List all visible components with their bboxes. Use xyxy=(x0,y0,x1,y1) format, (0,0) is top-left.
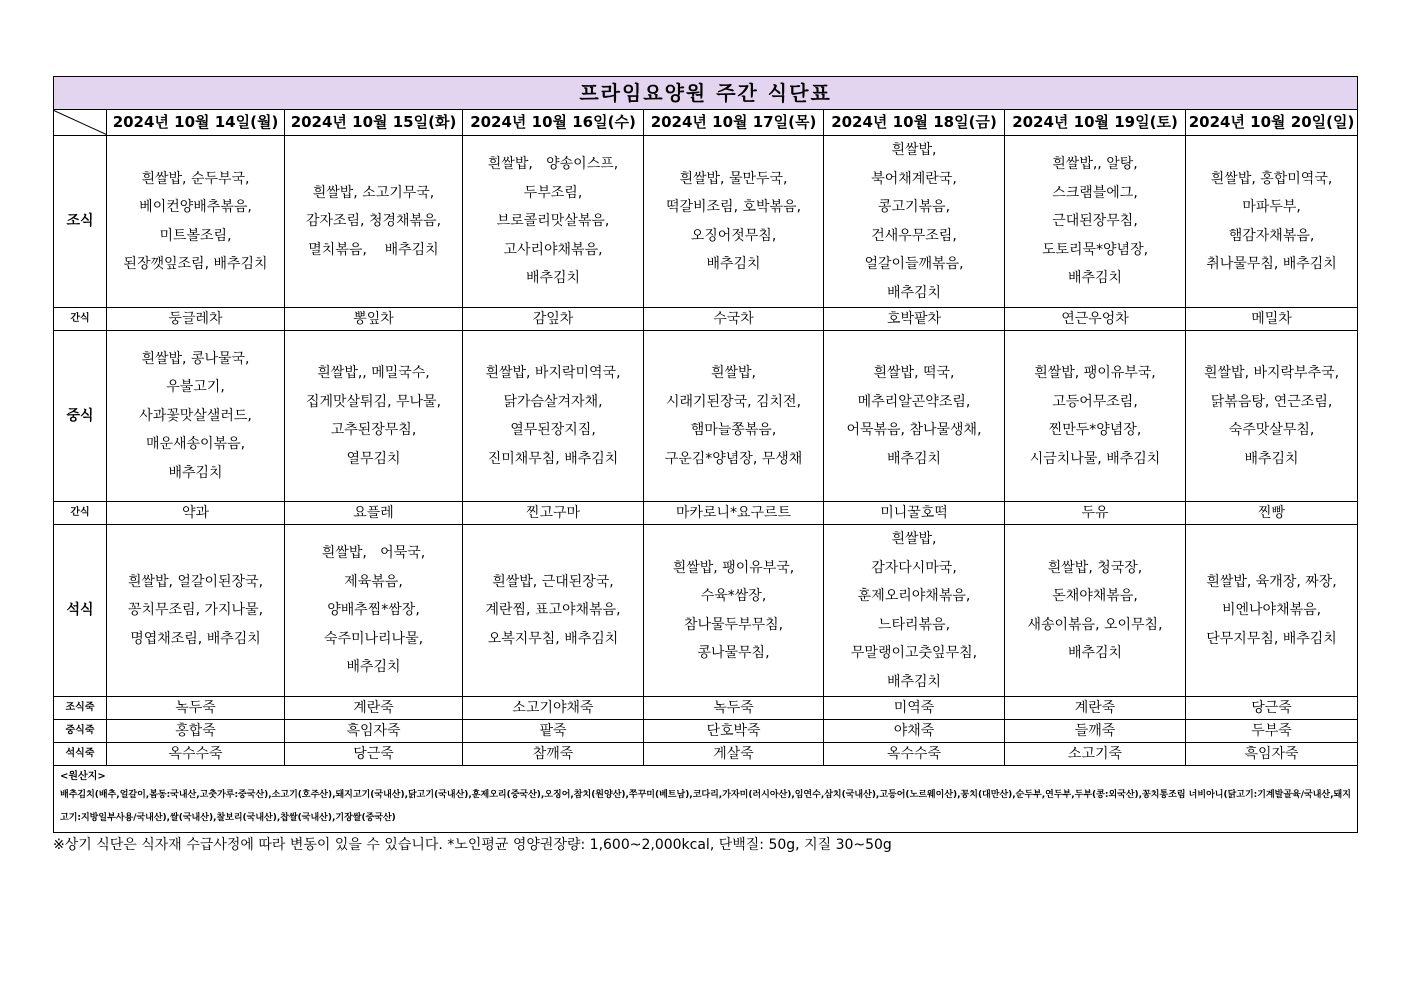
porridge-cell: 흑임자죽 xyxy=(1186,743,1358,766)
menu-cell xyxy=(285,331,463,502)
dish-line: 미트볼조림, xyxy=(159,227,232,244)
menu-cell xyxy=(463,331,644,502)
row-label-porridge: 석식죽 xyxy=(54,743,107,766)
dish-line: 흰쌀밥,, 메밀국수, xyxy=(317,365,430,381)
dish-line: 배추김치 xyxy=(1244,450,1299,467)
snack-row-1 xyxy=(54,308,1358,331)
snack-cell: 수국차 xyxy=(644,308,824,331)
menu-cell xyxy=(824,136,1005,308)
menu-cell xyxy=(1005,331,1186,502)
dish-line: 배추김치 xyxy=(168,464,223,481)
menu-cell xyxy=(1005,136,1186,308)
porridge-cell: 홍합죽 xyxy=(107,720,285,743)
dish-line: 흰쌀밥, 떡국, xyxy=(873,365,955,381)
dish-line: 흰쌀밥, 바지락부추국, xyxy=(1204,365,1340,381)
dish-line: 우불고기, xyxy=(166,379,225,396)
dish-line: 배추김치 xyxy=(886,673,942,690)
dish-line: 감자조림, 청경채볶음, xyxy=(305,213,442,230)
dish-line: 스크램블에그, xyxy=(1052,184,1138,201)
dish-line: 흰쌀밥, 소고기무국, xyxy=(312,184,435,201)
dish-line: 브로콜리맛살볶음, xyxy=(496,213,610,230)
menu-cell xyxy=(1186,525,1358,697)
menu-cell xyxy=(644,136,824,308)
snack-cell: 감잎차 xyxy=(463,308,644,331)
dish-line: 어묵볶음, 참나물생채, xyxy=(846,422,982,438)
dish-line: 열무된장지짐, xyxy=(510,422,596,438)
snack-cell: 뽕잎차 xyxy=(285,308,463,331)
row-label-dinner: 석식 xyxy=(54,525,107,697)
dish-line: 비엔나야채볶음, xyxy=(1221,602,1322,619)
dish-line: 햄감자채볶음, xyxy=(1228,227,1315,244)
dish-line: 배추김치 xyxy=(525,270,581,287)
menu-cell xyxy=(463,525,644,697)
dish-line: 느타리볶음, xyxy=(877,616,951,633)
dish-line: 흰쌀밥, 얼갈이된장국, xyxy=(127,573,264,590)
dish-line: 흰쌀밥, xyxy=(710,365,757,381)
menu-title: 프라임요양원 주간 식단표 xyxy=(54,77,1358,110)
origin-row xyxy=(54,766,1358,833)
weekly-menu-table xyxy=(53,76,1358,833)
porridge-cell: 옥수수죽 xyxy=(824,743,1005,766)
porridge-cell: 계란죽 xyxy=(285,697,463,720)
dish-line: 닭볶음탕, 연근조림, xyxy=(1210,393,1333,410)
menu-cell xyxy=(463,136,644,308)
dish-line: 숙주미나리나물, xyxy=(323,630,424,647)
dish-line: 햄마늘쫑볶음, xyxy=(690,422,777,438)
porridge-cell: 녹두죽 xyxy=(107,697,285,720)
date-header: 2024년 10월 17일(목) xyxy=(644,110,824,136)
dish-line: 계란찜, 표고야채볶음, xyxy=(485,602,621,619)
dish-line: 마파두부, xyxy=(1242,199,1301,215)
dish-line: 배추김치 xyxy=(886,284,942,301)
dish-line: 배추김치 xyxy=(346,659,401,676)
dish-line: 시금치나물, 배추김치 xyxy=(1029,450,1161,467)
dish-line: 오징어젓무침, xyxy=(690,227,777,244)
porridge-cell: 소고기죽 xyxy=(1005,743,1186,766)
dish-line: 꽁치무조림, 가지나물, xyxy=(127,602,264,619)
dish-line: 오복지무침, 배추김치 xyxy=(487,630,619,647)
dish-line: 흰쌀밥, xyxy=(891,531,937,547)
menu-cell xyxy=(644,525,824,697)
dish-line: 새송이볶음, 오이무침, xyxy=(1027,616,1163,633)
dish-line: 돈채야채볶음, xyxy=(1052,588,1138,604)
dish-line: 흰쌀밥, 콩나물국, xyxy=(141,350,250,367)
dish-line: 흰쌀밥,, 알탕, xyxy=(1052,156,1138,173)
porridge-cell: 소고기야채죽 xyxy=(463,697,644,720)
dish-line: 메추리알곤약조림, xyxy=(857,393,971,410)
dish-line: 흰쌀밥, 순두부국, xyxy=(141,170,250,187)
dish-line: 두부조림, xyxy=(523,184,583,201)
dish-line: 흰쌀밥, 육개장, 짜장, xyxy=(1206,573,1337,590)
dish-line: 닭가슴살겨자채, xyxy=(503,393,603,410)
menu-cell xyxy=(285,525,463,697)
dish-line: 열무김치 xyxy=(346,450,401,467)
menu-cell xyxy=(1005,525,1186,697)
date-header: 2024년 10월 20일(일) xyxy=(1186,110,1358,136)
porridge-cell: 흑임자죽 xyxy=(285,720,463,743)
dish-line: 흰쌀밥, 팽이유부국, xyxy=(1034,365,1156,381)
date-header: 2024년 10월 19일(토) xyxy=(1005,110,1186,136)
menu-cell xyxy=(824,525,1005,697)
dish-line: 양배추찜*쌈장, xyxy=(327,602,420,619)
dish-line: 사과꽃맛살샐러드, xyxy=(139,407,252,424)
snack-cell: 메밀차 xyxy=(1186,308,1358,331)
menu-cell xyxy=(644,331,824,502)
dish-line: 진미채무침, 배추김치 xyxy=(487,450,619,467)
footnote: ※상기 식단은 식자재 수급사정에 따라 변동이 있을 수 있습니다. *노인평균 영양권장량: 1,600~2,000kcal, 단백질: 50g, 지질 30~50g xyxy=(53,837,892,853)
dish-line: 제육볶음, xyxy=(344,573,403,590)
porridge-cell: 두부죽 xyxy=(1186,720,1358,743)
porridge-cell: 단호박죽 xyxy=(644,720,824,743)
dish-line: 배추김치 xyxy=(886,450,942,467)
dish-line: 흰쌀밥, 홍합미역국, xyxy=(1210,170,1333,187)
snack-cell: 약과 xyxy=(107,502,285,525)
dish-line: 흰쌀밥, xyxy=(891,142,937,158)
menu-cell xyxy=(107,331,285,502)
dish-line: 집게맛살튀김, 무나물, xyxy=(305,393,442,410)
dish-line: 건새우무조림, xyxy=(871,227,957,244)
date-header: 2024년 10월 14일(월) xyxy=(107,110,285,136)
dish-line: 콩나물무침, xyxy=(697,645,770,661)
snack-cell: 요플레 xyxy=(285,502,463,525)
menu-cell xyxy=(1186,136,1358,308)
porridge-cell: 계란죽 xyxy=(1005,697,1186,720)
dish-line: 배추김치 xyxy=(1067,645,1123,661)
menu-cell xyxy=(107,525,285,697)
porridge-lunch-row xyxy=(54,720,1358,743)
dish-line: 매운새송이볶음, xyxy=(145,436,246,453)
row-label-breakfast: 조식 xyxy=(54,136,107,308)
porridge-cell: 팥죽 xyxy=(463,720,644,743)
dish-line: 흰쌀밥, 근대된장국, xyxy=(492,573,614,590)
porridge-cell: 야채죽 xyxy=(824,720,1005,743)
porridge-cell: 옥수수죽 xyxy=(107,743,285,766)
breakfast-row xyxy=(54,136,1358,308)
dish-line: 흰쌀밥, 팽이유부국, xyxy=(672,559,795,576)
row-label-porridge: 중식죽 xyxy=(54,720,107,743)
snack-cell: 두유 xyxy=(1005,502,1186,525)
date-header: 2024년 10월 18일(금) xyxy=(824,110,1005,136)
snack-cell: 마카로니*요구르트 xyxy=(644,502,824,525)
porridge-cell: 당근죽 xyxy=(1186,697,1358,720)
porridge-cell: 녹두죽 xyxy=(644,697,824,720)
row-label-lunch: 중식 xyxy=(54,331,107,502)
origin-label: <원산지> xyxy=(60,771,106,782)
dish-line: 단무지무침, 배추김치 xyxy=(1206,630,1337,647)
porridge-cell: 게살죽 xyxy=(644,743,824,766)
date-header-row xyxy=(54,110,1358,136)
origin-cell xyxy=(54,766,1358,833)
dish-line: 구운김*양념장, 무생채 xyxy=(664,450,803,467)
dish-line: 훈제오리야채볶음, xyxy=(857,588,971,604)
dish-line: 찐만두*양념장, xyxy=(1048,422,1142,438)
dish-line: 흰쌀밥, 어묵국, xyxy=(321,545,426,562)
menu-cell xyxy=(824,331,1005,502)
dish-line: 된장깻잎조림, 배추김치 xyxy=(123,256,268,272)
dish-line: 고사리야채볶음, xyxy=(503,241,603,258)
dish-line: 고추된장무침, xyxy=(330,422,417,438)
menu-cell xyxy=(107,136,285,308)
dish-line: 배추김치 xyxy=(706,256,761,272)
dish-line: 무말랭이고춧잎무침, xyxy=(850,645,978,661)
origin-text: 배추김치(배추,얼갈이,봄동:국내산,고춧가루:중국산),소고기(호주산),돼지고기(국내산),닭고기(국내산),훈제오리(중국산),오징어,참치(원양산),쭈꾸미(베트남),코다리,가자미(러시아산),임연수,삼치(국내산),고등어(노르웨이산),꽁치(대만산),순두부,연두부,두부(콩:외국산),꽁치통조림 너비아니(닭고기:기계발골육/국내산,돼지고기:지방일부사용/국내산),쌀(국내산),찰보리(국내산),찹쌀(국내산),기장쌀(중국산) xyxy=(60,790,1351,823)
dish-line: 고등어무조림, xyxy=(1052,393,1138,410)
porridge-cell: 당근죽 xyxy=(285,743,463,766)
menu-cell xyxy=(285,136,463,308)
snack-cell: 미니꿀호떡 xyxy=(824,502,1005,525)
dish-line: 흰쌀밥, 청국장, xyxy=(1047,559,1143,576)
dish-line: 근대된장무침, xyxy=(1052,213,1138,230)
dish-line: 콩고기볶음, xyxy=(877,199,951,215)
dish-line: 베이컨양배추볶음, xyxy=(139,199,252,215)
porridge-cell: 미역죽 xyxy=(824,697,1005,720)
dish-line: 명엽채조림, 배추김치 xyxy=(130,630,261,647)
date-header: 2024년 10월 16일(수) xyxy=(463,110,644,136)
snack-cell: 둥글레차 xyxy=(107,308,285,331)
dish-line: 북어채계란국, xyxy=(871,170,957,187)
porridge-breakfast-row xyxy=(54,697,1358,720)
dish-line: 참나물두부무침, xyxy=(683,616,784,633)
dish-line: 수육*쌈장, xyxy=(700,588,767,604)
snack-cell: 호박팥차 xyxy=(824,308,1005,331)
dish-line: 도토리묵*양념장, xyxy=(1041,241,1149,258)
dish-line: 시래기된장국, 김치전, xyxy=(665,393,802,410)
snack-cell: 연근우엉차 xyxy=(1005,308,1186,331)
corner-cell xyxy=(54,110,107,136)
dish-line: 배추김치 xyxy=(1067,270,1123,287)
dish-line: 감자다시마국, xyxy=(871,559,957,576)
dish-line: 흰쌀밥, 바지락미역국, xyxy=(485,365,621,381)
snack-cell: 찐고구마 xyxy=(463,502,644,525)
dish-line: 흰쌀밥, 양송이스프, xyxy=(487,156,619,173)
porridge-cell: 참깨죽 xyxy=(463,743,644,766)
menu-cell xyxy=(1186,331,1358,502)
row-label-snack: 간식 xyxy=(54,308,107,331)
dish-line: 취나물무침, 배추김치 xyxy=(1206,256,1337,272)
dish-line: 얼갈이들깨볶음, xyxy=(864,256,964,272)
porridge-dinner-row xyxy=(54,743,1358,766)
dish-line: 숙주맛살무침, xyxy=(1228,422,1315,438)
dinner-row xyxy=(54,525,1358,697)
row-label-snack: 간식 xyxy=(54,502,107,525)
snack-cell: 찐빵 xyxy=(1186,502,1358,525)
dish-line: 멸치볶음, 배추김치 xyxy=(308,241,439,258)
dish-line: 흰쌀밥, 물만두국, xyxy=(679,170,788,187)
row-label-porridge: 조식죽 xyxy=(54,697,107,720)
date-header: 2024년 10월 15일(화) xyxy=(285,110,463,136)
lunch-row xyxy=(54,331,1358,502)
dish-line: 떡갈비조림, 호박볶음, xyxy=(665,199,802,215)
snack-row-2 xyxy=(54,502,1358,525)
porridge-cell: 들깨죽 xyxy=(1005,720,1186,743)
